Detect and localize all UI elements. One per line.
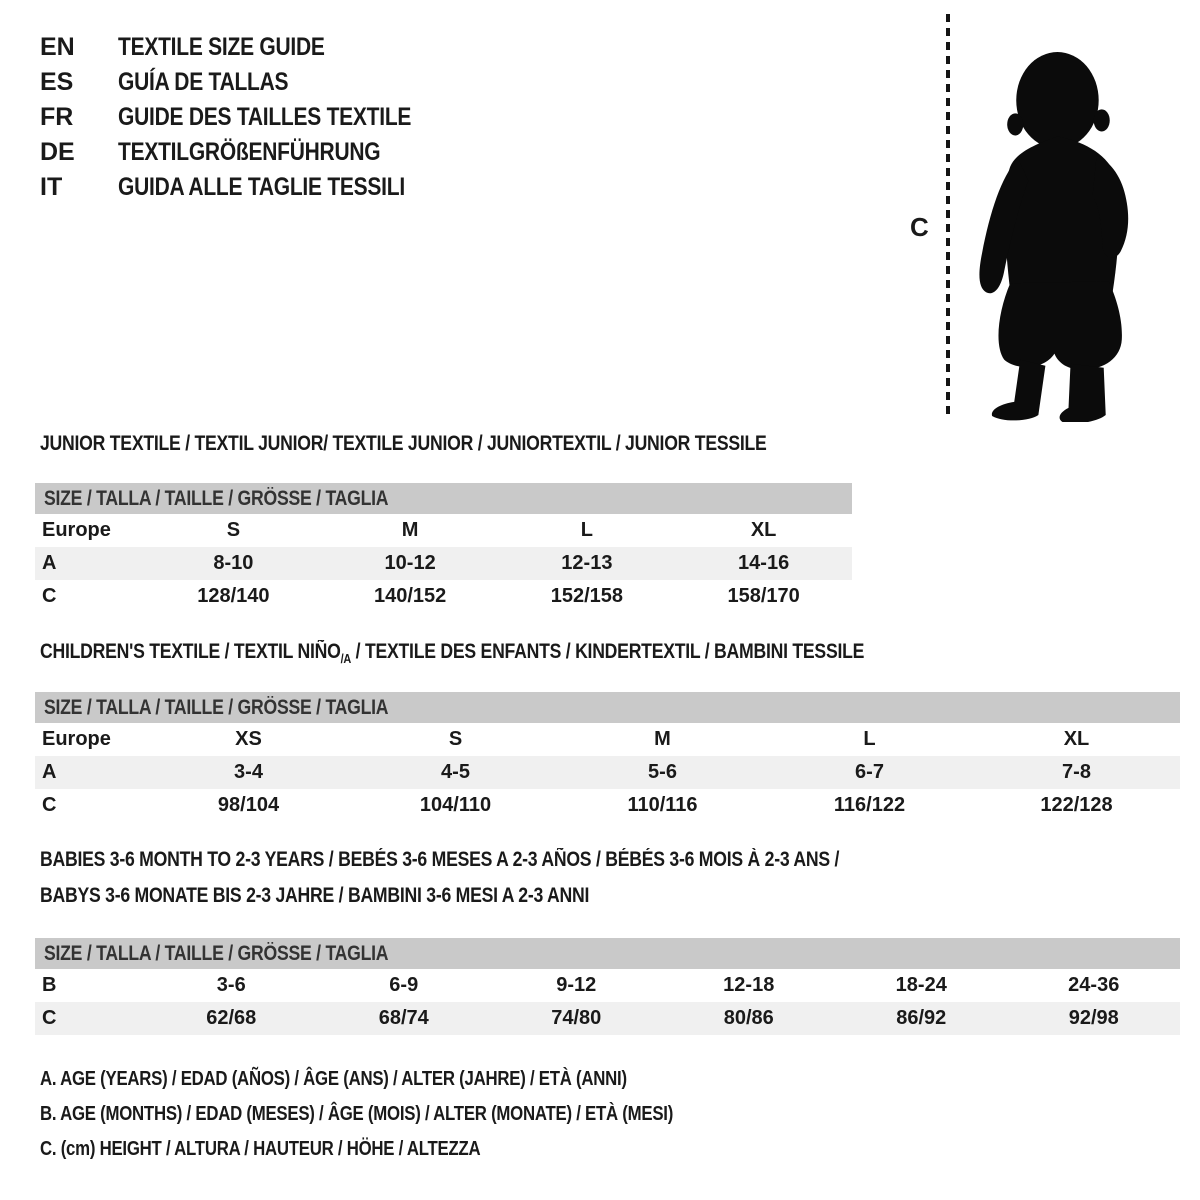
children-section-title	[40, 640, 1021, 666]
junior-section-title	[40, 432, 905, 456]
size-col-xs: XS	[235, 728, 262, 750]
size-col-xl: XL	[1063, 728, 1090, 750]
age-value: 5-6	[648, 761, 677, 783]
size-header-bar	[35, 483, 852, 514]
guide-title-it: GUIDA ALLE TAGLIE TESSILI	[118, 173, 405, 201]
height-value: 98/104	[217, 794, 280, 816]
guide-title-en: TEXTILE SIZE GUIDE	[118, 33, 325, 61]
junior-size-table	[35, 483, 852, 613]
height-value: 128/140	[197, 585, 270, 607]
size-header-bar	[35, 938, 1180, 969]
age-value: 7-8	[1062, 761, 1091, 783]
row-label: C	[42, 794, 57, 816]
guide-title-fr: GUIDE DES TAILLES TEXTILE	[118, 103, 412, 131]
row-label: B	[42, 974, 57, 996]
legend-height-cm: C. (cm) HEIGHT / ALTURA / HAUTEUR / HÖHE / ALTEZZA	[40, 1138, 481, 1160]
row-label: C	[42, 1007, 57, 1029]
row-label: C	[42, 585, 57, 607]
language-row-en	[40, 30, 467, 65]
children-section-title-text	[40, 640, 864, 666]
months-value: 9-12	[556, 974, 597, 996]
row-label: A	[42, 761, 57, 783]
height-value: 152/158	[550, 585, 624, 607]
legend-age-months: B. AGE (MONTHS) / EDAD (MESES) / ÂGE (MOIS) / ALTER (MONATE) / ETÀ (MESI)	[40, 1103, 674, 1125]
toddler-silhouette	[962, 48, 1167, 422]
children-title-suffix: /A	[340, 651, 352, 667]
height-value: 80/86	[723, 1007, 774, 1029]
height-measure-dashed-line	[946, 14, 950, 420]
babies-size-table	[35, 938, 1180, 1035]
babies-height-row	[35, 1002, 1180, 1035]
legend	[40, 1068, 794, 1173]
height-value: 104/110	[419, 794, 492, 816]
language-row-it	[40, 170, 467, 205]
age-value: 12-13	[561, 552, 613, 574]
height-value: 140/152	[373, 585, 447, 607]
legend-age-years: A. AGE (YEARS) / EDAD (AÑOS) / ÂGE (ANS) / ALTER (JAHRE) / ETÀ (ANNI)	[40, 1068, 627, 1090]
language-header	[40, 30, 467, 205]
size-col-l: L	[863, 728, 876, 750]
language-code: ES	[40, 68, 74, 96]
row-label: Europe	[42, 728, 111, 750]
language-code: DE	[40, 138, 75, 166]
babies-title-line2: BABYS 3-6 MONATE BIS 2-3 JAHRE / BAMBINI 3-6 MESI A 2-3 ANNI	[40, 884, 590, 907]
months-value: 18-24	[895, 974, 947, 996]
children-size-table	[35, 692, 1180, 822]
size-col-l: L	[580, 519, 593, 541]
guide-title-de: TEXTILGRÖßENFÜHRUNG	[118, 138, 381, 166]
height-value: 116/122	[833, 794, 906, 816]
size-col-s: S	[448, 728, 463, 750]
height-value: 110/116	[627, 794, 698, 816]
size-header-text: SIZE / TALLA / TAILLE / GRÖSSE / TAGLIA	[44, 696, 389, 719]
children-height-row	[35, 789, 1180, 822]
months-value: 6-9	[389, 974, 419, 996]
children-age-row	[35, 756, 1180, 789]
language-row-fr	[40, 100, 467, 135]
months-value: 12-18	[723, 974, 775, 996]
height-value: 74/80	[551, 1007, 602, 1029]
months-value: 3-6	[216, 974, 246, 996]
row-label: Europe	[42, 519, 111, 541]
months-value: 24-36	[1068, 974, 1120, 996]
junior-europe-row	[35, 514, 852, 547]
height-value: 68/74	[378, 1007, 429, 1029]
babies-months-row	[35, 969, 1180, 1002]
babies-section-title	[40, 848, 991, 920]
height-value: 158/170	[727, 585, 800, 607]
guide-title-es: GUÍA DE TALLAS	[118, 68, 289, 96]
age-value: 3-4	[234, 761, 263, 783]
language-code: FR	[40, 103, 74, 131]
age-value: 10-12	[384, 552, 436, 574]
age-value: 4-5	[441, 761, 470, 783]
language-code: IT	[40, 173, 63, 201]
size-col-m: M	[654, 728, 671, 750]
size-col-m: M	[401, 519, 419, 541]
age-value: 14-16	[738, 552, 790, 574]
size-col-xl: XL	[750, 519, 777, 541]
junior-height-row	[35, 580, 852, 613]
height-value: 92/98	[1068, 1007, 1119, 1029]
size-col-s: S	[226, 519, 241, 541]
children-title-part2: / TEXTILE DES ENFANTS / KINDERTEXTIL / BAMBINI TESSILE	[351, 640, 865, 663]
size-header-text: SIZE / TALLA / TAILLE / GRÖSSE / TAGLIA	[44, 487, 389, 510]
height-value: 86/92	[896, 1007, 947, 1029]
size-header-text: SIZE / TALLA / TAILLE / GRÖSSE / TAGLIA	[44, 942, 389, 965]
children-title-part1: CHILDREN'S TEXTILE / TEXTIL NIÑO	[40, 640, 341, 663]
row-label: A	[42, 552, 57, 574]
age-value: 8-10	[213, 552, 254, 574]
height-value: 62/68	[206, 1007, 257, 1029]
junior-age-row	[35, 547, 852, 580]
age-value: 6-7	[855, 761, 884, 783]
height-measure-label: C	[910, 212, 929, 242]
height-value: 122/128	[1040, 794, 1113, 816]
babies-title-line1: BABIES 3-6 MONTH TO 2-3 YEARS / BEBÉS 3-6 MESES A 2-3 AÑOS / BÉBÉS 3-6 MOIS À 2-3 ANS /	[40, 848, 840, 871]
children-europe-row	[35, 723, 1180, 756]
language-row-es	[40, 65, 467, 100]
junior-section-title-text: JUNIOR TEXTILE / TEXTIL JUNIOR/ TEXTILE JUNIOR / JUNIORTEXTIL / JUNIOR TESSILE	[40, 432, 767, 455]
language-code: EN	[40, 33, 75, 61]
size-header-bar	[35, 692, 1180, 723]
language-row-de	[40, 135, 467, 170]
